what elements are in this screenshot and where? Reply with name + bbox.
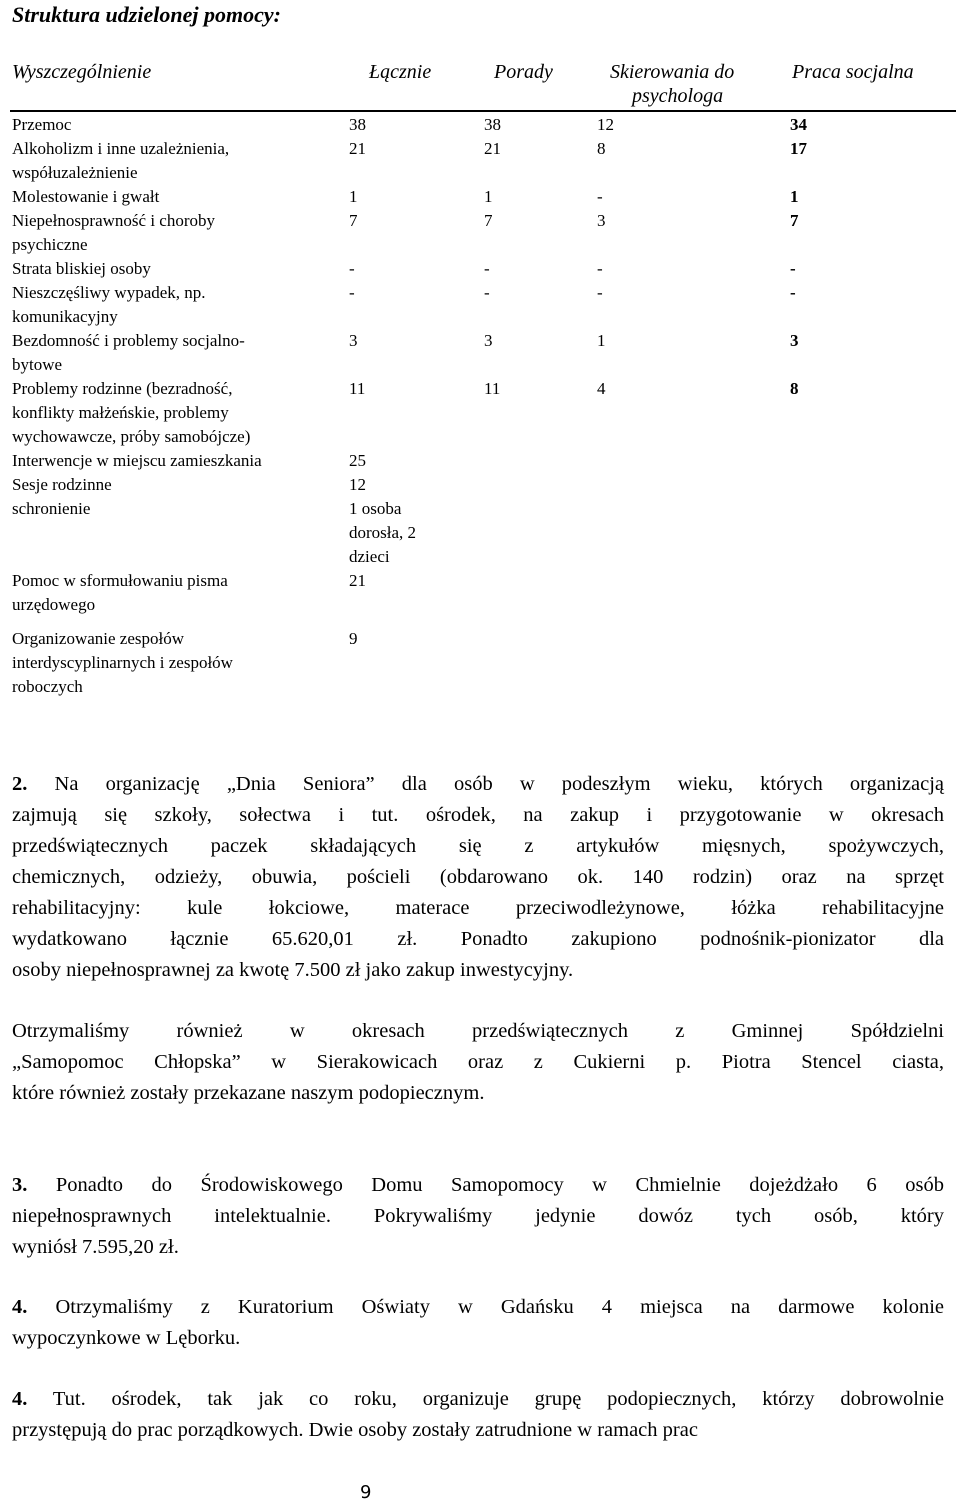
paragraph-number: 2.: [12, 773, 28, 795]
paragraph-line: [12, 1016, 944, 1047]
referral-cell: -: [597, 259, 603, 278]
row-label-line: wychowawcze, próby samobójcze): [12, 427, 251, 446]
row-label-line: Bezdomność i problemy socjalno-: [12, 331, 245, 350]
paragraph-text: rehabilitacyjny: kule łokciowe, materace przeciwodleżynowe, łóżka rehabilitacyjne: [12, 897, 944, 919]
paragraph-text: wyniósł 7.595,20 zł.: [12, 1236, 179, 1258]
row-label-line: urzędowego: [12, 595, 96, 614]
row-label-line: Strata bliskiej osoby: [12, 259, 151, 278]
social-work-cell: 1: [790, 187, 799, 206]
row-label-line: konflikty małżeńskie, problemy: [12, 403, 229, 422]
row-label: [12, 113, 312, 137]
total-cell-line: dorosła, 2: [349, 523, 417, 542]
paragraph-line: [12, 1201, 944, 1232]
paragraph-line: [12, 1415, 944, 1446]
paragraph-text: wydatkowano łącznie 65.620,01 zł. Ponadto zakupiono podnośnik-pionizator dla: [12, 928, 944, 950]
row-label: [12, 329, 312, 377]
total-cell: 7: [349, 211, 358, 230]
advice-cell: 21: [484, 139, 501, 158]
row-label-line: Molestowanie i gwałt: [12, 187, 160, 206]
advice-cell: 7: [484, 211, 493, 230]
row-label: [12, 569, 312, 617]
row-label: [12, 257, 312, 281]
paragraph-text: osoby niepełnosprawnej za kwotę 7.500 zł jako zakup inwestycyjny.: [12, 959, 574, 981]
header-wyszczegolnienie: Wyszczególnienie: [12, 61, 152, 83]
row-label-line: Przemoc: [12, 115, 72, 134]
row-label-line: współuzależnienie: [12, 163, 138, 182]
paragraph: [12, 769, 944, 986]
row-label: [12, 449, 312, 473]
paragraph-line: [12, 1323, 944, 1354]
paragraph-text: Na organizację „Dnia Seniora” dla osób w podeszłym wieku, których organizacją: [54, 773, 945, 795]
total-cell: -: [349, 259, 355, 278]
paragraph-line: [12, 1078, 944, 1109]
row-label: [12, 497, 312, 521]
total-cell: 12: [349, 475, 366, 494]
paragraph-line: [12, 800, 944, 831]
total-cell: 3: [349, 331, 358, 350]
row-label: [12, 473, 312, 497]
paragraph-number: 4.: [12, 1296, 28, 1318]
row-label-line: Nieszczęśliwy wypadek, np.: [12, 283, 206, 302]
total-cell: 1: [349, 187, 358, 206]
row-label-line: Pomoc w sformułowaniu pisma: [12, 571, 228, 590]
row-label-line: Niepełnosprawność i choroby: [12, 211, 216, 230]
paragraph: [12, 1384, 944, 1446]
paragraph-line: [12, 1170, 944, 1201]
social-work-cell: 7: [790, 211, 799, 230]
paragraph-text: zajmują się szkoły, sołectwa i tut. ośrodek, na zakup i przygotowanie w okresach: [12, 804, 944, 826]
advice-cell: 11: [484, 379, 501, 398]
social-work-cell: 8: [790, 379, 799, 398]
total-cell: 11: [349, 379, 366, 398]
header-skierowania: Skierowania do: [610, 61, 735, 83]
row-label-line: Alkoholizm i inne uzależnienia,: [12, 139, 230, 158]
referral-cell: 3: [597, 211, 606, 230]
row-label-line: Interwencje w miejscu zamieszkania: [12, 451, 262, 470]
paragraph-line: [12, 1384, 944, 1415]
referral-cell: 4: [597, 379, 606, 398]
section-title: Struktura udzielonej pomocy:: [12, 2, 281, 27]
paragraph-line: [12, 893, 944, 924]
row-label: [12, 627, 312, 699]
total-cell-line: 1 osoba: [349, 499, 402, 518]
social-work-cell: -: [790, 259, 796, 278]
advice-cell: 3: [484, 331, 493, 350]
total-cell: 38: [349, 115, 366, 134]
header-divider: [10, 110, 956, 112]
paragraph-line: [12, 924, 944, 955]
paragraph-text: niepełnosprawnych intelektualnie. Pokrywaliśmy jedynie dowóz tych osób, który: [12, 1205, 944, 1227]
paragraph-line: [12, 1232, 944, 1263]
header-skierowania-line2: psychologa: [632, 85, 724, 107]
advice-cell: -: [484, 259, 490, 278]
paragraph-text: przystępują do prac porządkowych. Dwie osoby zostały zatrudnione w ramach prac: [12, 1419, 698, 1441]
row-label: [12, 137, 312, 185]
paragraph-text: wypoczynkowe w Lęborku.: [12, 1327, 241, 1349]
paragraph-number: 3.: [12, 1174, 28, 1196]
paragraph-text: Otrzymaliśmy z Kuratorium Oświaty w Gdańsku 4 miejsca na darmowe kolonie: [55, 1296, 945, 1318]
paragraph: [12, 1016, 944, 1109]
paragraph-text: „Samopomoc Chłopska” w Sierakowicach oraz z Cukierni p. Piotra Stencel ciasta,: [12, 1051, 944, 1073]
total-cell: 25: [349, 451, 366, 470]
paragraph-line: [12, 955, 944, 986]
row-label-line: Sesje rodzinne: [12, 475, 112, 494]
total-cell: 9: [349, 629, 358, 648]
total-cell: [349, 497, 469, 569]
referral-cell: 1: [597, 331, 606, 350]
total-cell-line: dzieci: [349, 547, 390, 566]
row-label: [12, 377, 312, 449]
row-label-line: Problemy rodzinne (bezradność,: [12, 379, 233, 398]
header-porady: Porady: [494, 61, 553, 83]
paragraph: [12, 1292, 944, 1354]
paragraph-line: [12, 862, 944, 893]
paragraph-text: Otrzymaliśmy również w okresach przedświątecznych z Gminnej Spółdzielni: [12, 1020, 944, 1042]
header-lacznie: Łącznie: [369, 61, 432, 83]
row-label-line: roboczych: [12, 677, 83, 696]
row-label: [12, 281, 312, 329]
paragraph: [12, 1170, 944, 1263]
row-label-line: interdyscyplinarnych i zespołów: [12, 653, 233, 672]
referral-cell: 12: [597, 115, 614, 134]
paragraph-line: [12, 831, 944, 862]
row-label-line: Organizowanie zespołów: [12, 629, 184, 648]
header-praca-socjalna: Praca socjalna: [792, 61, 914, 83]
paragraph-number: 4.: [12, 1388, 28, 1410]
total-cell: 21: [349, 571, 366, 590]
row-label-line: bytowe: [12, 355, 63, 374]
row-label-line: psychiczne: [12, 235, 88, 254]
page-number: 9: [360, 1482, 372, 1503]
paragraph-text: przedświątecznych paczek składających się z artykułów mięsnych, spożywczych,: [12, 835, 944, 857]
paragraph-text: Tut. ośrodek, tak jak co roku, organizuje grupę podopiecznych, którzy dobrowolnie: [52, 1388, 944, 1410]
referral-cell: -: [597, 283, 603, 302]
row-label-line: komunikacyjny: [12, 307, 118, 326]
referral-cell: 8: [597, 139, 606, 158]
advice-cell: 1: [484, 187, 493, 206]
row-label: [12, 209, 312, 257]
social-work-cell: 3: [790, 331, 799, 350]
paragraph-line: [12, 769, 944, 800]
referral-cell: -: [597, 187, 603, 206]
social-work-cell: -: [790, 283, 796, 302]
total-cell: -: [349, 283, 355, 302]
social-work-cell: 34: [790, 115, 807, 134]
paragraph-text: Ponadto do Środowiskowego Domu Samopomocy w Chmielnie dojeżdżało 6 osób: [55, 1174, 944, 1196]
paragraph-line: [12, 1047, 944, 1078]
paragraph-line: [12, 1292, 944, 1323]
total-cell: 21: [349, 139, 366, 158]
advice-cell: -: [484, 283, 490, 302]
paragraph-text: chemicznych, odzieży, obuwia, pościeli (obdarowano ok. 140 rodzin) oraz na sprzęt: [12, 866, 944, 888]
paragraph-text: które również zostały przekazane naszym podopiecznym.: [12, 1082, 485, 1104]
row-label-line: schronienie: [12, 499, 91, 518]
social-work-cell: 17: [790, 139, 807, 158]
row-label: [12, 185, 312, 209]
advice-cell: 38: [484, 115, 501, 134]
